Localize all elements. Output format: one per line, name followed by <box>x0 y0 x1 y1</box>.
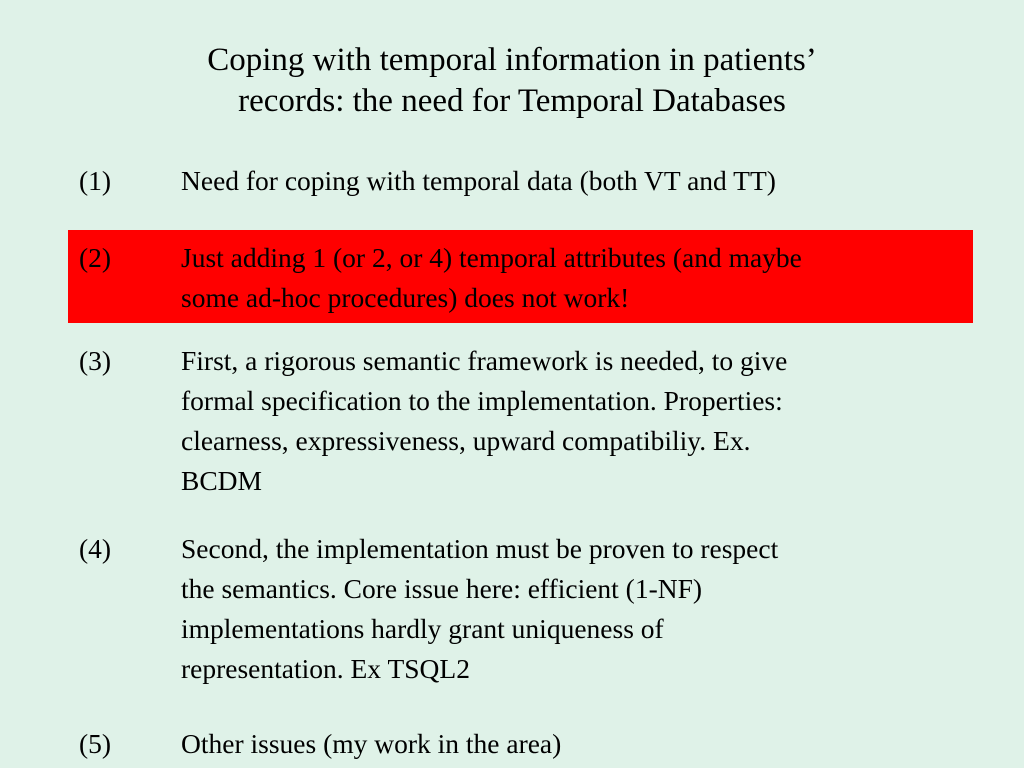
list-item-line: formal specification to the implementation. Properties: <box>181 385 783 416</box>
list-item-line: some ad-hoc procedures) does not work! <box>181 282 630 313</box>
list-item-line: BCDM <box>181 465 262 496</box>
list-item-line: Just adding 1 (or 2, or 4) temporal attributes (and maybe <box>181 242 802 273</box>
list-item-number: (2) <box>79 242 112 273</box>
list-item-line: clearness, expressiveness, upward compatibiliy. Ex. <box>181 425 751 456</box>
list-item-line: representation. Ex TSQL2 <box>181 653 470 684</box>
list-item-text <box>181 529 971 689</box>
list-item-number: (3) <box>79 345 112 376</box>
list-item-line: Other issues (my work in the area) <box>181 728 562 759</box>
list-item-line: the semantics. Core issue here: efficient (1-NF) <box>181 573 703 604</box>
slide-title <box>0 40 1024 122</box>
list-item-number: (5) <box>79 728 112 759</box>
list-item-text <box>181 161 971 201</box>
list-item-text <box>181 724 971 764</box>
list-item-number: (1) <box>79 165 112 196</box>
list-item-line: implementations hardly grant uniqueness of <box>181 613 664 644</box>
list-item-line: First, a rigorous semantic framework is needed, to give <box>181 345 788 376</box>
list-item-number: (4) <box>79 533 112 564</box>
list-item-text <box>181 238 971 318</box>
list-item-text <box>181 341 971 501</box>
slide-title-line: Coping with temporal information in patients’ <box>207 42 817 78</box>
list-item-line: Need for coping with temporal data (both VT and TT) <box>181 165 776 196</box>
slide-title-line: records: the need for Temporal Databases <box>238 83 786 119</box>
list-item-line: Second, the implementation must be proven to respect <box>181 533 779 564</box>
